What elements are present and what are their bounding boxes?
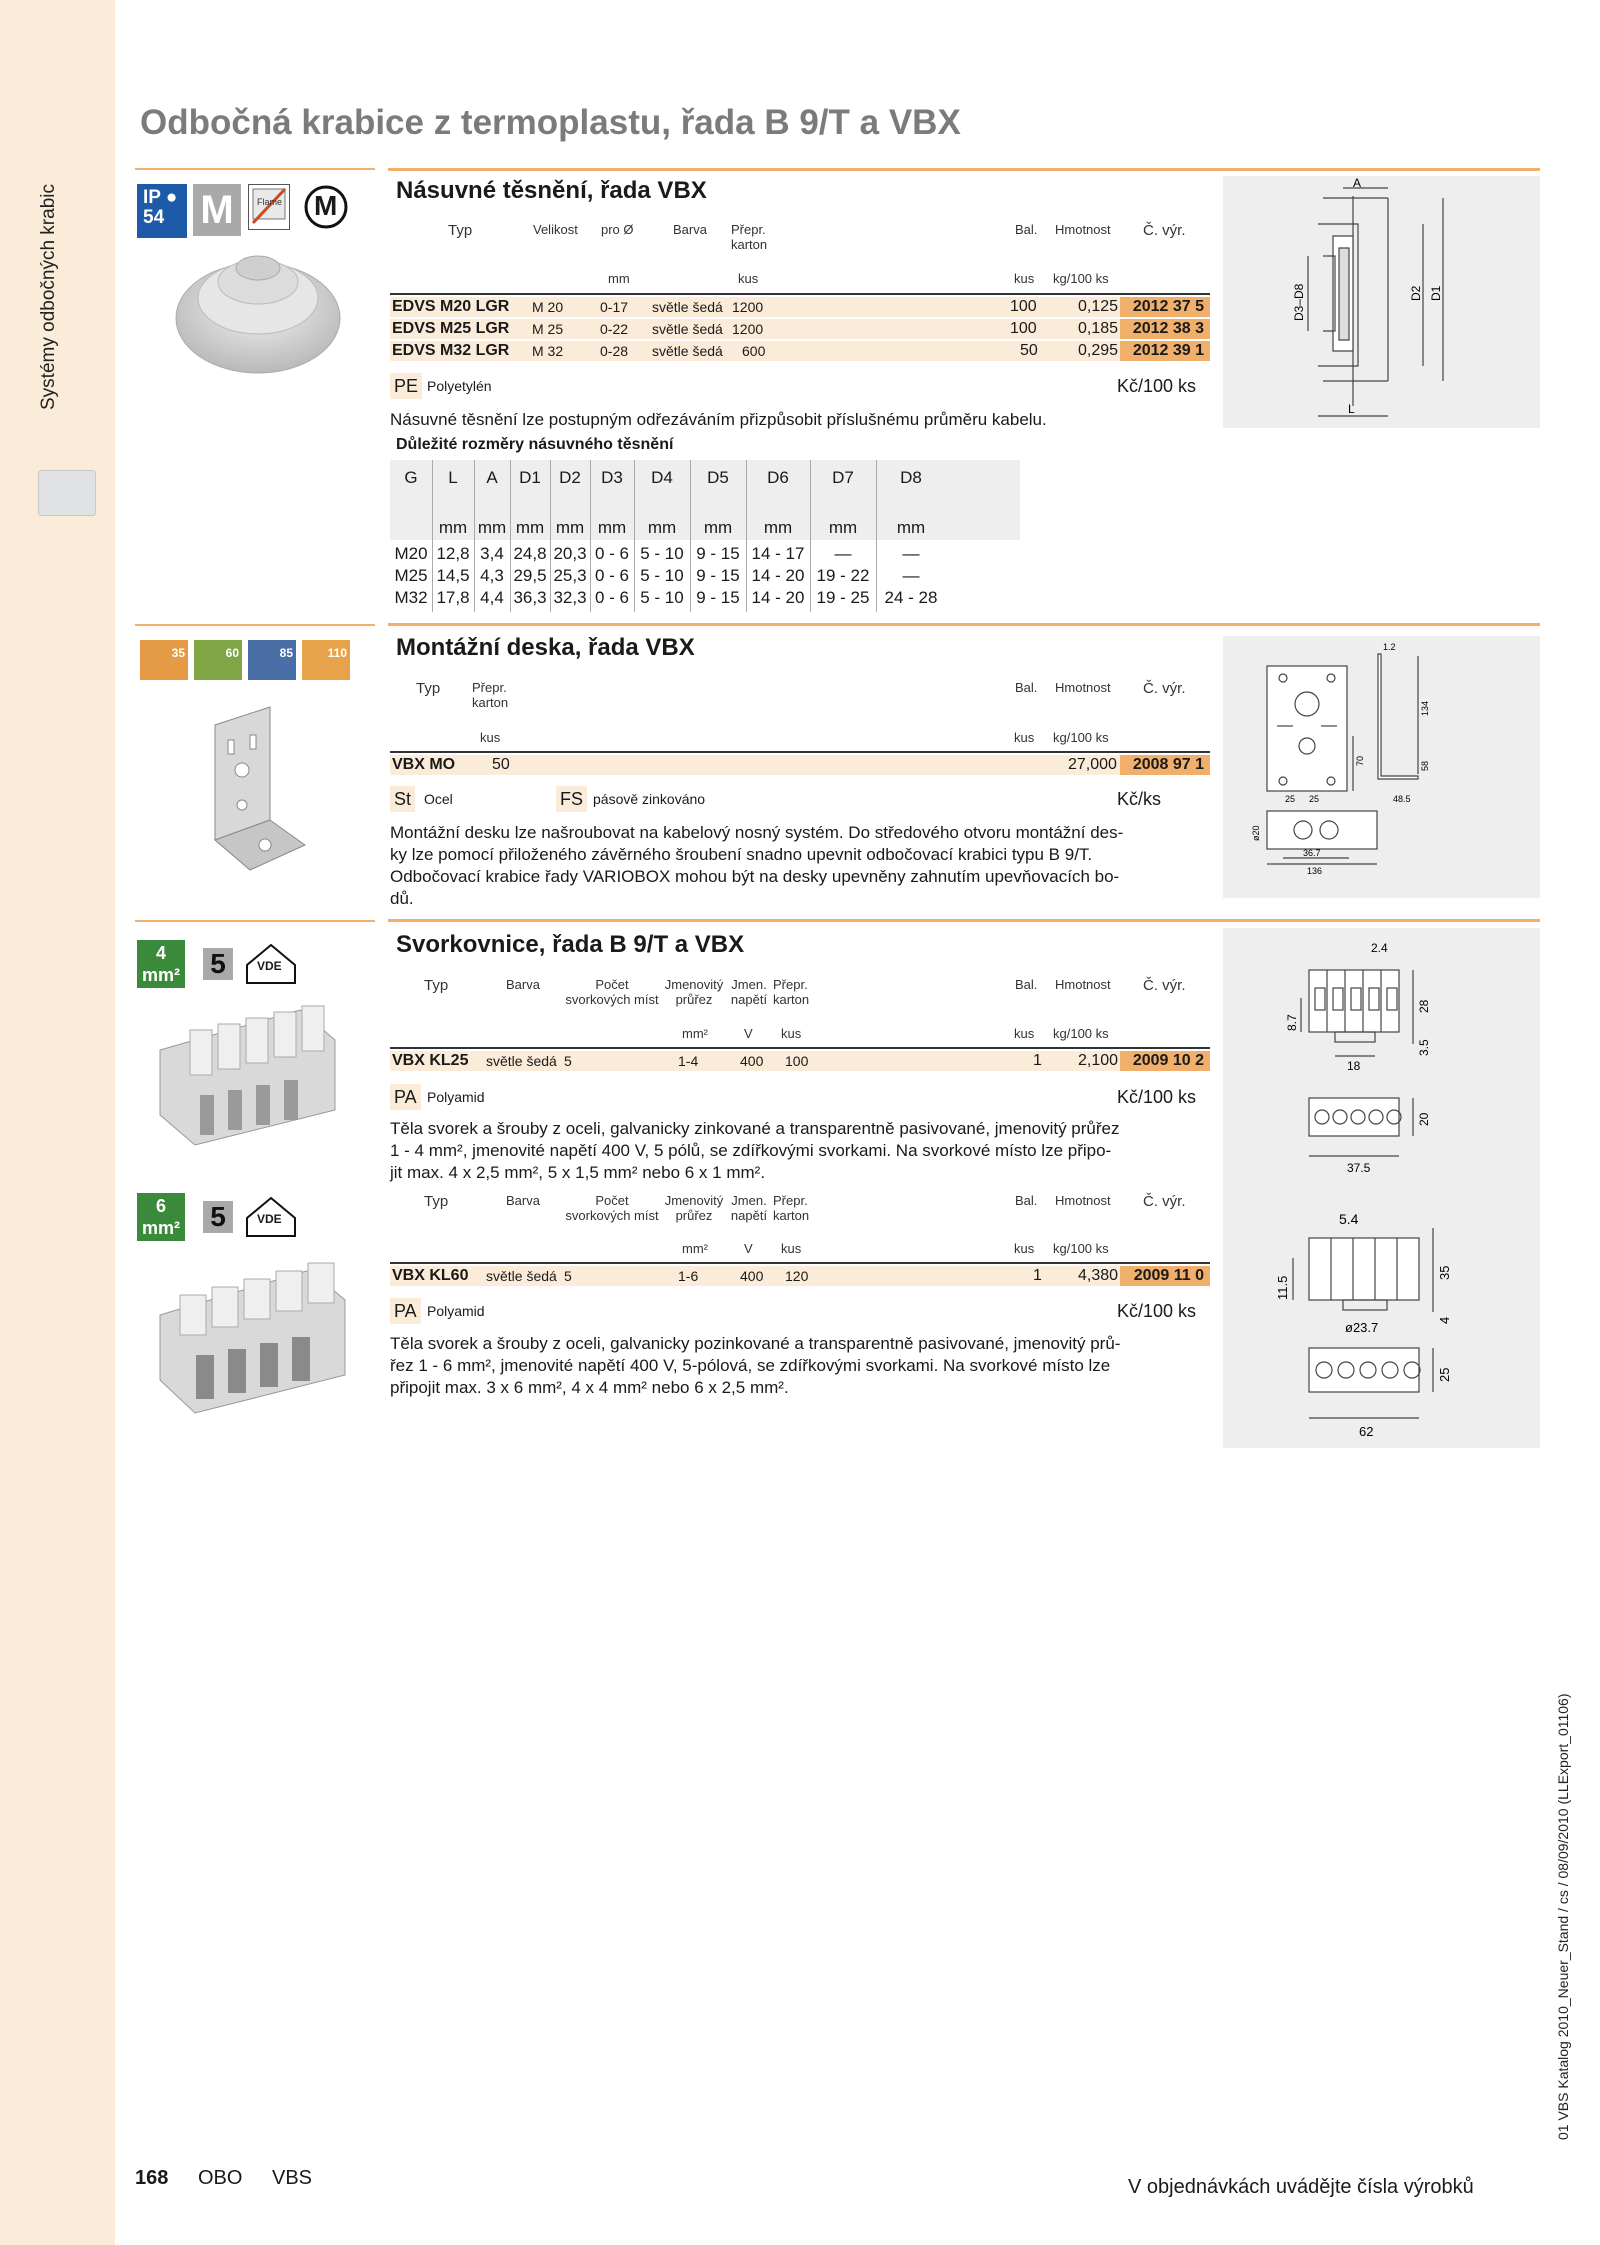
dim-unit: mm	[477, 518, 507, 537]
dim-cell: 29,5	[513, 566, 547, 585]
description: Násuvné těsnění lze postupným odřezáváním přizpůsobit příslušnému průměru kabelu.	[390, 410, 1047, 429]
unit-kg: kg/100 ks	[1053, 1241, 1109, 1256]
m-badge: M	[193, 184, 241, 236]
dim-title: Důležité rozměry násuvného těsnění	[396, 436, 674, 453]
water-drop-icon: ●	[160, 187, 178, 208]
kl60-dim-f: 25	[1437, 1367, 1452, 1382]
seal-drawing	[1223, 176, 1540, 428]
terminal-drawings	[1223, 928, 1540, 1448]
dim-2-label: 134	[1420, 700, 1430, 716]
vde-icon: VDE	[245, 943, 297, 985]
section-rule-left	[135, 920, 375, 922]
size-badge-85: 85	[248, 640, 296, 680]
dim-5-label: 48.5	[1393, 794, 1411, 804]
unit-kus: kus	[781, 1026, 802, 1041]
poles-badge: 5	[203, 1201, 233, 1233]
table-row-rule	[390, 1262, 1210, 1264]
col-typ: Typ	[448, 222, 473, 239]
dim-cell: 0 - 6	[594, 566, 630, 585]
dim-header: D6	[767, 468, 789, 487]
price-unit: Kč/100 ks	[1117, 376, 1197, 396]
terminal-kl25-photo	[150, 1000, 340, 1150]
table-rule	[390, 293, 1210, 295]
dim-cell: 14,5	[436, 566, 470, 585]
col-cvyr: Č. výr.	[1143, 222, 1186, 239]
col-velikost: Velikost	[533, 222, 578, 237]
col-prurez: Jmenovitý průřez	[664, 1193, 724, 1223]
table-row-rule	[390, 1047, 1210, 1049]
dim-cell: 14 - 20	[751, 588, 805, 607]
material-name: Polyamid	[427, 1303, 485, 1319]
dim-4-label: 25	[1309, 794, 1320, 804]
dim-unit: mm	[828, 518, 858, 537]
col-bal: Bal.	[1015, 1193, 1038, 1208]
dim-l-label: L	[1348, 402, 1355, 416]
dim-cell: —	[902, 566, 920, 585]
section-rule	[388, 168, 1540, 171]
description: Těla svorek a šrouby z oceli, galvanicky pozinkované a transparentně pasivované, jmenovitý prů- řez 1 - 6 mm², jmenovité napětí 400 V, 5-pólová, se zdířkovými svorkami. Na svorkové místo lze připojit max. 3 x 6 mm², 4 x 4 mm² nebo 6 x 2,5 mm².	[390, 1334, 1121, 1397]
dim-col-separator	[550, 460, 551, 612]
dim-7-label: 58	[1420, 760, 1430, 771]
dim-unit: mm	[896, 518, 926, 537]
finish-name: pásově zinkováno	[593, 791, 706, 807]
material-code: St	[390, 786, 415, 812]
mounting-plate-drawing	[1223, 636, 1540, 898]
dim-cell: 0 - 6	[594, 544, 630, 563]
dim-d2-label: D2	[1409, 285, 1423, 301]
col-prepr: Přepr. karton	[731, 222, 768, 252]
col-cvyr: Č. výr.	[1143, 1193, 1186, 1210]
unit-kg: kg/100 ks	[1053, 1026, 1109, 1041]
col-bal: Bal.	[1015, 222, 1038, 237]
unit-kus: kus	[781, 1241, 802, 1256]
col-napeti: Jmen. napětí	[730, 977, 768, 1007]
col-typ: Typ	[424, 1193, 449, 1210]
dim-cell: 17,8	[436, 588, 470, 607]
material-name: Polyetylén	[427, 378, 492, 394]
dim-header: D7	[832, 468, 854, 487]
mounting-plate-photo	[195, 705, 310, 875]
col-napeti: Jmen. napětí	[730, 1193, 768, 1223]
table-row: EDVS M25 LGR M 25 0-22 světle šedá 1200 100 0,185 2012 38 3	[390, 319, 1210, 339]
kl60-dim-a: 5.4	[1339, 1211, 1359, 1227]
unit-mm2: mm²	[682, 1026, 708, 1041]
dim-cell: 14 - 17	[751, 544, 805, 563]
table-row: VBX KL60 světle šedá 5 1-6 400 120 1 4,380 2009 11 0	[390, 1266, 1210, 1286]
dim-cell: —	[834, 544, 852, 563]
material-name: Polyamid	[427, 1089, 485, 1105]
section2-title: Montážní deska, řada VBX	[396, 634, 695, 661]
material-name: Ocel	[424, 791, 453, 807]
col-hmotnost: Hmotnost	[1055, 977, 1111, 992]
ip54-badge: IP ● 54	[137, 184, 187, 238]
col-pocet: Počet svorkových míst	[565, 1193, 659, 1223]
dim-header: D2	[559, 468, 581, 487]
section-rule	[388, 919, 1540, 922]
table-row: EDVS M20 LGR M 20 0-17 světle šedá 1200 100 0,125 2012 37 5	[390, 297, 1210, 317]
dim-unit: mm	[763, 518, 793, 537]
dim-unit: mm	[515, 518, 545, 537]
col-prurez: Jmenovitý průřez	[664, 977, 724, 1007]
kl60-dim-e: 4	[1437, 1316, 1452, 1324]
unit-kg: kg/100 ks	[1053, 730, 1109, 745]
section-rule-left	[135, 624, 375, 626]
col-hmotnost: Hmotnost	[1055, 1193, 1111, 1208]
dim-unit: mm	[555, 518, 585, 537]
dim-unit: mm	[597, 518, 627, 537]
dim-cell: 0 - 6	[594, 588, 630, 607]
dim-10-label: ø20	[1251, 825, 1261, 841]
kl25-dim-b: 8.7	[1285, 1014, 1299, 1031]
dim-a-label: A	[1353, 176, 1362, 190]
poles-badge: 5	[203, 948, 233, 980]
svg-text:Flame: Flame	[257, 197, 283, 207]
col-prepr: Přepr. karton	[773, 1193, 810, 1223]
col-pocet: Počet svorkových míst	[565, 977, 659, 1007]
col-typ: Typ	[424, 977, 449, 994]
dim-header: D5	[707, 468, 729, 487]
side-label: Systémy odbočných krabic	[38, 184, 59, 410]
dim-cell: 24,8	[513, 544, 547, 563]
dim-1-label: 1.2	[1383, 642, 1396, 652]
dim-header: D8	[900, 468, 922, 487]
dim-cell: 14 - 20	[751, 566, 805, 585]
dim-cell: 9 - 15	[696, 544, 740, 563]
kl60-dim-d: ø23.7	[1345, 1320, 1379, 1335]
cross-section-badge: 6 mm²	[137, 1193, 185, 1241]
col-hmotnost: Hmotnost	[1055, 680, 1111, 695]
dim-cell: 9 - 15	[696, 588, 740, 607]
dim-cell: 5 - 10	[640, 566, 684, 585]
dim-cell: 12,8	[436, 544, 470, 563]
mounting-size-badges	[140, 640, 350, 682]
dim-cell: 36,3	[513, 588, 547, 607]
finish-code: FS	[556, 786, 587, 812]
kl25-dim-c: 28	[1417, 999, 1431, 1013]
terminal-kl60-photo	[150, 1255, 350, 1415]
footer-note: V objednávkách uvádějte čísla výrobků	[1128, 2176, 1474, 2198]
size-badge-35: 35	[140, 640, 188, 680]
material-code: PA	[390, 1298, 421, 1324]
catalog-name: VBS	[272, 2167, 313, 2189]
unit-kus2: kus	[1014, 1241, 1035, 1256]
unit-v: V	[744, 1241, 753, 1256]
col-bal: Bal.	[1015, 680, 1038, 695]
size-badge-60: 60	[194, 640, 242, 680]
dim-cell: 4,3	[480, 566, 504, 585]
section-swatch-icon	[38, 470, 96, 516]
kl25-dim-d: 18	[1347, 1059, 1361, 1073]
dim-cell: 25,3	[553, 566, 587, 585]
table-row-rule	[390, 751, 1210, 753]
dim-cell: 4,4	[480, 588, 504, 607]
section1-title: Násuvné těsnění, řada VBX	[396, 177, 707, 204]
dim-cell: M20	[394, 544, 428, 563]
dim-cell: —	[902, 544, 920, 563]
dim-header: D3	[601, 468, 623, 487]
dim-header: L	[448, 468, 458, 487]
dim-col-separator	[510, 460, 511, 612]
dim-col-separator	[590, 460, 591, 612]
dim-unit: mm	[438, 518, 468, 537]
dim-cell: M32	[394, 588, 428, 607]
dim-3-label: 25	[1285, 794, 1296, 804]
col-cvyr: Č. výr.	[1143, 680, 1186, 697]
dim-header: D4	[651, 468, 673, 487]
kl60-dim-c: 35	[1437, 1265, 1452, 1280]
description: Těla svorek a šrouby z oceli, galvanicky zinkované a transparentně pasivované, jmenovitý průřez 1 - 4 mm², jmenovité napětí 400 V, 5 pólů, se zdířkovými svorkami. Na svorkové místo lze připo- jit max. 4 x 2,5 mm², 5 x 1,5 mm² nebo 6 x 1 mm².	[390, 1119, 1120, 1182]
table-row: VBX KL25 světle šedá 5 1-4 400 100 1 2,100 2009 10 2	[390, 1051, 1210, 1071]
table-row: VBX MO 50 27,000 2008 97 1	[390, 755, 1210, 775]
section-rule-left	[135, 168, 375, 170]
unit-kus: kus	[480, 730, 501, 745]
kl25-dim-e: 3.5	[1417, 1039, 1431, 1056]
price-unit: Kč/100 ks	[1117, 1301, 1197, 1321]
dim-cell: 19 - 25	[816, 588, 870, 607]
col-barva: Barva	[506, 977, 540, 992]
dim-header: G	[404, 468, 418, 487]
material-code: PA	[390, 1084, 421, 1110]
dim-col-separator	[876, 460, 877, 612]
dim-9-label: 136	[1307, 866, 1323, 876]
dim-cell: 5 - 10	[640, 544, 684, 563]
dim-col-separator	[474, 460, 475, 612]
dim-unit: mm	[703, 518, 733, 537]
section-rule	[388, 623, 1540, 626]
col-bal: Bal.	[1015, 977, 1038, 992]
dim-cell: 20,3	[553, 544, 587, 563]
page-number: 168	[135, 2167, 169, 2189]
dim-header: D1	[519, 468, 541, 487]
material-code: PE	[390, 373, 422, 399]
circle-m-badge: M	[303, 184, 349, 230]
kl25-dim-g: 37.5	[1347, 1161, 1371, 1175]
col-barva: Barva	[673, 222, 707, 237]
price-unit: Kč/ks	[1117, 789, 1162, 809]
unit-kus: kus	[738, 271, 759, 286]
flame-retardant-icon	[248, 184, 290, 230]
unit-kg: kg/100 ks	[1053, 271, 1109, 286]
dim-cell: 19 - 22	[816, 566, 870, 585]
dim-col-separator	[746, 460, 747, 612]
col-pro: pro Ø	[601, 222, 634, 237]
dim-d38-label: D3–D8	[1292, 283, 1306, 321]
cross-section-badge: 4 mm²	[137, 940, 185, 988]
section3-title: Svorkovnice, řada B 9/T a VBX	[396, 931, 745, 958]
description: Montážní desku lze našroubovat na kabelový nosný systém. Do středového otvoru montážní des- ky lze pomocí přiloženého závěrného šroubení snadno upevnit odbočovací krabici typu B 9/T. Odbočovací krabice řady VARIOBOX mohou být na desky upevněny zahnutím upevňovacích bo- dů.	[390, 823, 1124, 908]
brand: OBO	[198, 2167, 243, 2189]
kl60-dim-b: 11.5	[1275, 1275, 1290, 1300]
vertical-footer: 01 VBS Katalog 2010_Neuer_Stand / cs / 08/09/2010 (LLExport_01106)	[1555, 1693, 1571, 2140]
kl25-dim-f: 20	[1417, 1112, 1431, 1126]
col-barva: Barva	[506, 1193, 540, 1208]
kl60-dim-g: 62	[1359, 1424, 1374, 1439]
dim-col-separator	[690, 460, 691, 612]
col-hmotnost: Hmotnost	[1055, 222, 1111, 237]
dim-cell: 24 - 28	[884, 588, 938, 607]
price-unit: Kč/100 ks	[1117, 1087, 1197, 1107]
dim-d1-label: D1	[1429, 285, 1443, 301]
dim-header: A	[486, 468, 498, 487]
col-typ: Typ	[416, 680, 441, 697]
unit-mm2: mm²	[682, 1241, 708, 1256]
dim-unit: mm	[647, 518, 677, 537]
dim-cell: M25	[394, 566, 428, 585]
unit-kus2: kus	[1014, 730, 1035, 745]
dim-col-separator	[432, 460, 433, 612]
size-badge-110: 110	[302, 640, 350, 680]
vde-icon: VDE	[245, 1196, 297, 1238]
unit-v: V	[744, 1026, 753, 1041]
unit-kus2: kus	[1014, 1026, 1035, 1041]
col-prepr: Přepr. karton	[773, 977, 810, 1007]
dim-col-separator	[634, 460, 635, 612]
col-cvyr: Č. výr.	[1143, 977, 1186, 994]
col-prepr: Přepr. karton	[472, 680, 509, 710]
dim-col-separator	[810, 460, 811, 612]
dim-cell: 32,3	[553, 588, 587, 607]
dim-cell: 9 - 15	[696, 566, 740, 585]
unit-kus2: kus	[1014, 271, 1035, 286]
kl25-dim-a: 2.4	[1371, 941, 1388, 955]
dim-cell: 5 - 10	[640, 588, 684, 607]
table-row: EDVS M32 LGR M 32 0-28 světle šedá 600 50 0,295 2012 39 1	[390, 341, 1210, 361]
dim-6-label: 70	[1355, 755, 1365, 766]
page-title: Odbočná krabice z termoplastu, řada B 9/T a VBX	[140, 103, 961, 142]
dimension-table	[390, 460, 1020, 612]
unit-mm: mm	[608, 271, 630, 286]
dim-8-label: 36.7	[1303, 848, 1321, 858]
seal-photo	[170, 240, 345, 380]
dim-cell: 3,4	[480, 544, 504, 563]
